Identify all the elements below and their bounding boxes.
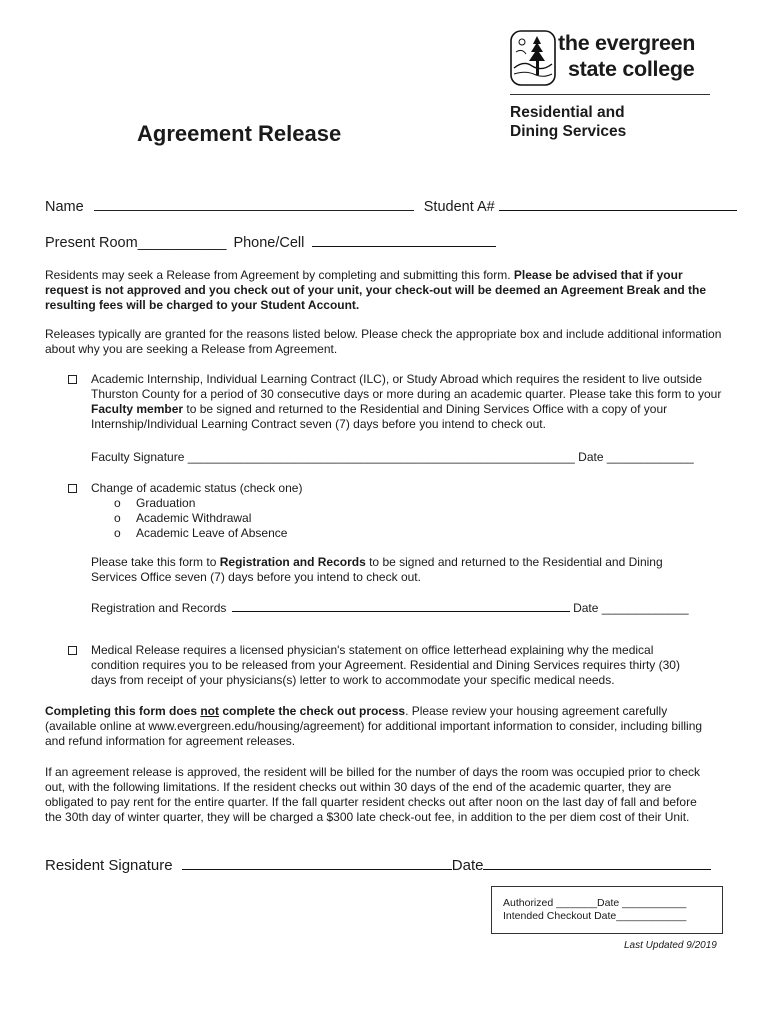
faculty-date-field[interactable]: _____________ — [606, 450, 694, 464]
bullet-circle-icon: o — [114, 496, 121, 510]
option-medical-checkbox[interactable] — [68, 646, 77, 655]
status-option-label: Academic Leave of Absence — [136, 526, 288, 540]
college-name-line2: state college — [568, 57, 695, 81]
billing-paragraph: If an agreement release is approved, the resident will be billed for the number of days the room was occupied prior to check out, with the following limitations. If the resident checks out within 30 days of the end of the academic quarter, they are obligated to pay rent for the entire quarter. If the fall quarter resident checks out after noon on the last day of fall and before the 30th day of winter quarter, they will be charged a $300 late check-out fee, in addition to the per diem cost of their Unit. — [45, 765, 701, 824]
resident-date-label: Date — [451, 857, 484, 874]
bullet-circle-icon: o — [114, 526, 121, 540]
name-row — [45, 198, 735, 215]
status-option-graduation[interactable] — [114, 496, 196, 511]
registration-date-field[interactable]: _____________ — [601, 601, 689, 615]
resident-signature-label: Resident Signature — [45, 857, 173, 874]
college-name-line1: the evergreen — [558, 31, 696, 55]
option-status-heading: Change of academic status (check one) — [91, 481, 303, 495]
authorized-date-field[interactable]: ___________ — [622, 897, 687, 909]
completing-notice: Completing this form does not complete the check out process. Please review your housing agreement carefully (available online at www.evergreen.edu/housing/agreement) for additional important information to consider, including billing and refund information for agreement releases. — [45, 704, 703, 748]
status-option-label: Academic Withdrawal — [136, 511, 252, 525]
dept-name-line2: Dining Services — [510, 123, 627, 140]
option-academic-text: Academic Internship, Individual Learning Contract (ILC), or Study Abroad which requires the resident to live outside Thurston County for a period of 30 consecutive days or more during an academic quarter. Please take this form to your Faculty member to be signed and returned to the Residential and Dining Services Office with a copy of your Internship/Individual Learning Contract seven (7) days before you intend to check out. — [91, 372, 722, 431]
checkout-row — [503, 909, 686, 923]
intro-text: Residents may seek a Release from Agreement by completing and submitting this form. — [45, 268, 514, 282]
page-title: Agreement Release — [137, 121, 342, 146]
authorized-row — [503, 896, 686, 910]
registration-signature-field[interactable] — [232, 600, 570, 612]
status-option-label: Graduation — [136, 496, 196, 510]
dept-name-line1: Residential and — [510, 104, 625, 121]
authorized-field[interactable]: _______ — [556, 897, 598, 909]
registration-instructions: Please take this form to Registration and Records to be signed and returned to the Residential and Dining Services Office seven (7) days before you intend to check out. — [91, 555, 663, 584]
authorized-date-label: Date — [597, 897, 620, 909]
status-option-leave[interactable] — [114, 526, 288, 541]
registration-emphasis: Registration and Records — [219, 555, 366, 569]
office-use-box — [491, 886, 723, 934]
college-logo — [510, 30, 720, 98]
name-field[interactable] — [94, 198, 414, 211]
room-phone-row — [45, 234, 735, 251]
faculty-signature-label: Faculty Signature — [91, 450, 185, 464]
checkout-date-field[interactable]: ____________ — [616, 910, 687, 922]
faculty-member-emphasis: Faculty member — [91, 402, 184, 416]
registration-signature-row — [91, 600, 689, 616]
resident-signature-field[interactable] — [182, 856, 452, 870]
bullet-circle-icon: o — [114, 511, 121, 525]
phone-field[interactable] — [312, 234, 496, 247]
present-room-field[interactable]: ___________ — [137, 235, 227, 251]
faculty-signature-field[interactable]: __________________________________________________________ — [187, 450, 575, 464]
option-academic-checkbox[interactable] — [68, 375, 77, 384]
intro-paragraph — [45, 268, 725, 313]
student-id-field[interactable] — [499, 198, 737, 211]
resident-signature-row — [45, 856, 711, 875]
registration-signature-label: Registration and Records — [91, 601, 227, 615]
option-medical-text: Medical Release requires a licensed physician's statement on office letterhead explaining why the medical condition requires you to be released from your Agreement. Residential and Dining Services requires thirty (30) days from receipt of your physicians(s) letter to work to accommodate your specific medical needs. — [91, 643, 680, 687]
registration-date-label: Date — [573, 601, 599, 615]
faculty-date-label: Date — [578, 450, 604, 464]
intro-warning: Please be advised that if your request is not approved and you check out of your unit, your check-out will be deemed an Agreement Break and the resulting fees will be charged to your Student Account. — [45, 268, 707, 312]
logo-divider — [510, 94, 710, 95]
authorized-label: Authorized — [503, 897, 554, 909]
name-label: Name — [45, 199, 84, 215]
faculty-signature-row — [91, 450, 694, 465]
last-updated: Last Updated 9/2019 — [624, 940, 717, 951]
option-status-checkbox[interactable] — [68, 484, 77, 493]
tree-logo-icon — [510, 30, 556, 86]
present-room-label: Present Room — [45, 235, 138, 251]
checkout-date-label: Intended Checkout Date — [503, 910, 617, 922]
phone-label: Phone/Cell — [233, 235, 305, 251]
resident-date-field[interactable] — [483, 856, 711, 870]
reasons-intro: Releases typically are granted for the reasons listed below. Please check the appropriate box and include additional information about why you are seeking a Release from Agreement. — [45, 327, 722, 356]
student-id-label: Student A# — [423, 199, 495, 215]
status-option-withdrawal[interactable] — [114, 511, 252, 526]
